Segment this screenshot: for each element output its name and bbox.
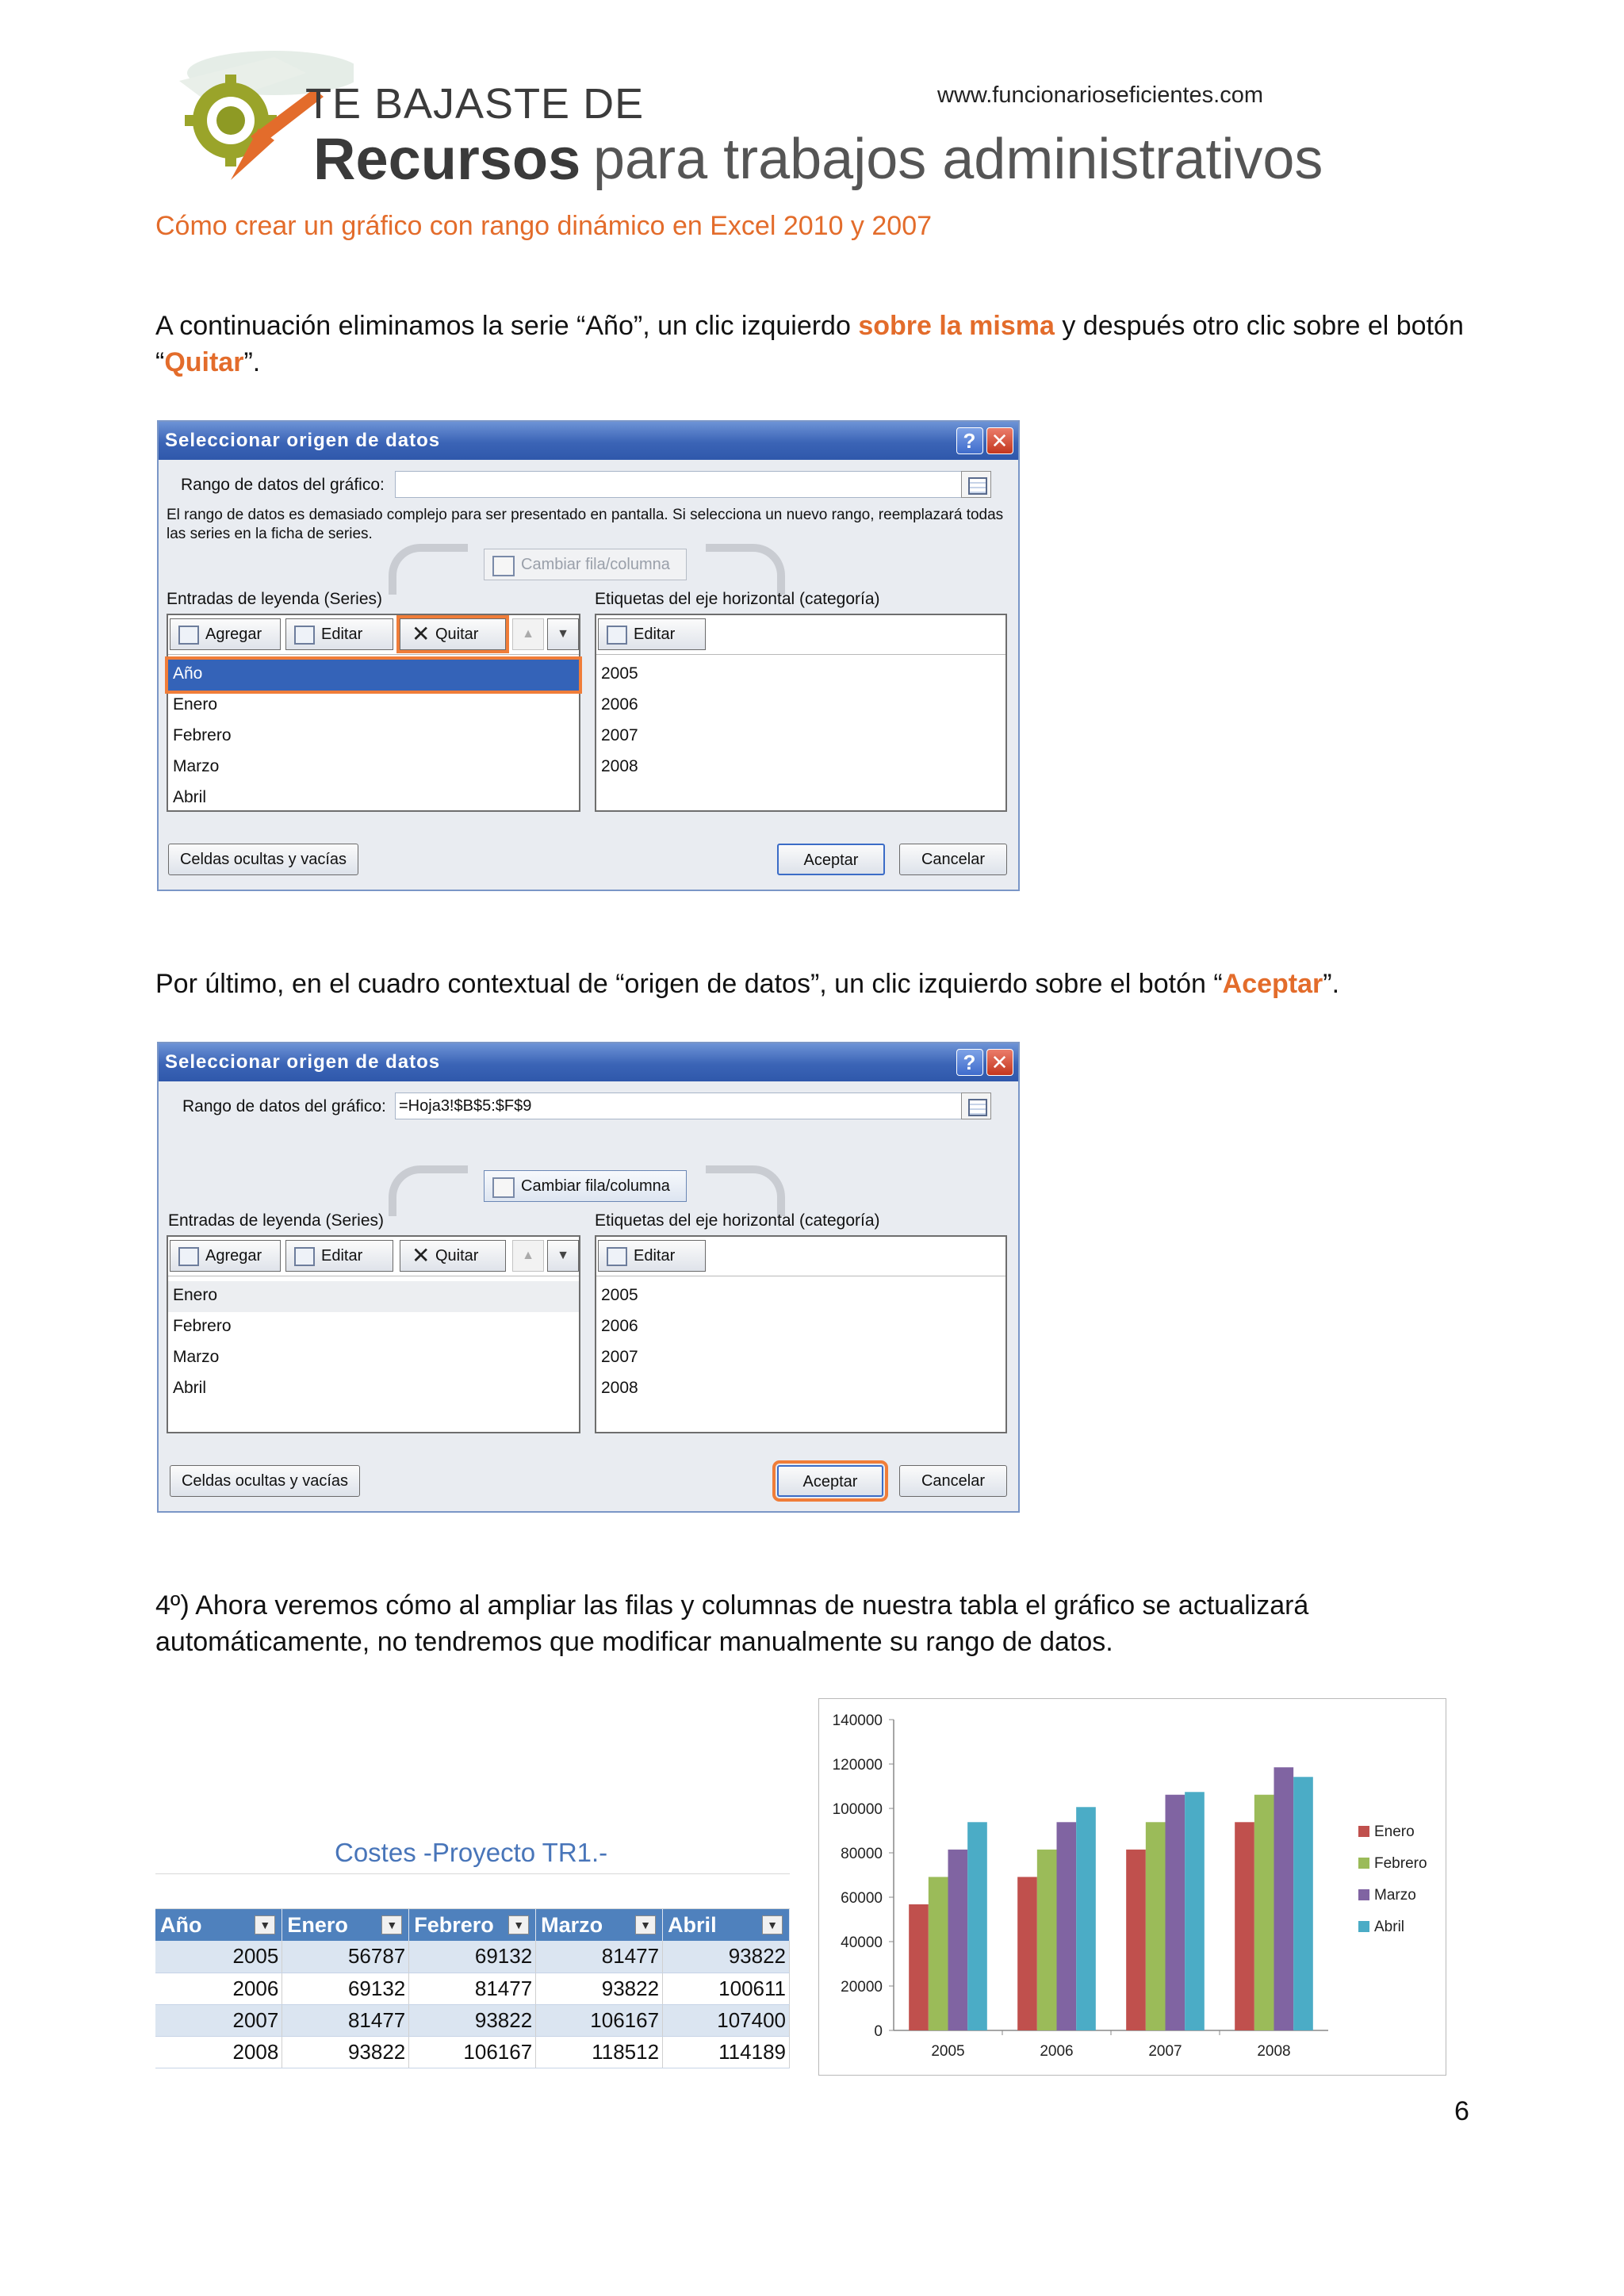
axis-labels-label: Etiquetas del eje horizontal (categoría) (595, 590, 880, 608)
legend-swatch (1358, 1889, 1369, 1900)
remove-series-label: Quitar (435, 1247, 479, 1265)
edit-categories-button[interactable]: Editar (598, 1240, 706, 1272)
move-up-icon[interactable]: ▲ (512, 1240, 544, 1272)
bar-enero-2005 (909, 1904, 929, 2030)
column-header-label: Enero (287, 1912, 348, 1937)
table-cell[interactable]: 93822 (409, 2004, 536, 2036)
dialog-title: Seleccionar origen de datos (165, 1051, 441, 1073)
table-cell[interactable]: 69132 (282, 1973, 409, 2004)
series-item[interactable]: Febrero (173, 726, 232, 744)
dialog-title-bar (159, 1043, 1018, 1081)
column-header (409, 1909, 536, 1941)
table-cell[interactable]: 56787 (282, 1941, 409, 1973)
filter-dropdown-icon[interactable]: ▼ (508, 1915, 529, 1934)
arrow-right-icon (706, 1165, 785, 1216)
bar-abril-2005 (967, 1822, 987, 2030)
filter-dropdown-icon[interactable]: ▼ (381, 1915, 402, 1934)
column-header-label: Marzo (541, 1912, 603, 1937)
bar-febrero-2005 (929, 1877, 948, 2030)
range-select-icon[interactable] (961, 471, 991, 498)
table-cell[interactable]: 107400 (663, 2004, 790, 2036)
x-tick-label: 2006 (1040, 2043, 1074, 2060)
bar-abril-2006 (1076, 1807, 1096, 2030)
bar-marzo-2007 (1166, 1795, 1185, 2030)
bar-febrero-2008 (1254, 1795, 1274, 2030)
remove-series-label: Quitar (435, 626, 479, 643)
instruction-paragraph-3: 4º) Ahora veremos cómo al ampliar las filas y columnas de nuestra tabla el gráfico se actualizará automáticamente, no tendremos que modificar manualmente su rango de datos. (155, 1590, 1309, 1657)
add-series-button[interactable]: Agregar (170, 618, 281, 650)
y-tick-label: 40000 (841, 1934, 883, 1951)
filter-dropdown-icon[interactable]: ▼ (762, 1915, 783, 1934)
series-item[interactable]: Enero (173, 695, 218, 714)
add-series-button[interactable]: Agregar (170, 1240, 281, 1272)
help-icon[interactable]: ? (956, 427, 983, 454)
series-list (168, 1276, 579, 1405)
category-toolbar (596, 615, 1005, 655)
arrow-left-icon (389, 544, 468, 595)
series-item[interactable]: Abril (173, 788, 207, 806)
edit-series-button[interactable]: Editar (285, 618, 393, 650)
y-tick-label: 60000 (841, 1890, 883, 1907)
x-tick-label: 2008 (1257, 2043, 1291, 2060)
table-header-row (155, 1909, 790, 1941)
series-item[interactable]: Enero (168, 1281, 579, 1312)
instruction-paragraph-1 (155, 308, 1472, 381)
range-input[interactable]: =Hoja3!$B$5:$F$9 (395, 1093, 964, 1119)
para1-text-a: A continuación eliminamos la serie “Año”, un clic izquierdo (155, 311, 859, 341)
column-header (282, 1909, 409, 1941)
page-number: 6 (1454, 2096, 1469, 2126)
category-list (596, 655, 1005, 783)
series-item[interactable]: Abril (173, 1379, 207, 1397)
table-cell[interactable]: 69132 (409, 1941, 536, 1973)
category-item[interactable]: 2005 (601, 664, 638, 683)
column-header-label: Abril (668, 1912, 717, 1937)
series-toolbar (168, 615, 579, 655)
dialog-title-bar (159, 422, 1018, 460)
table-cell[interactable]: 2005 (155, 1941, 282, 1973)
help-icon[interactable]: ? (956, 1049, 983, 1076)
category-item[interactable]: 2005 (601, 1286, 638, 1304)
legend-label: Marzo (1374, 1887, 1416, 1904)
table-cell[interactable]: 93822 (663, 1941, 790, 1973)
close-icon[interactable]: ✕ (986, 1049, 1013, 1076)
column-header-label: Febrero (414, 1912, 494, 1937)
range-input[interactable] (395, 471, 964, 498)
edit-categories-button[interactable]: Editar (598, 618, 706, 650)
range-warning-text: El rango de datos es demasiado complejo para ser presentado en pantalla. Si selecciona un nuevo rango, reemplazará todas las series en la ficha de series. (167, 507, 1004, 542)
series-item[interactable]: Año (168, 660, 579, 691)
table-cell[interactable]: 81477 (536, 1941, 663, 1973)
table-cell[interactable]: 100611 (663, 1973, 790, 2004)
legend-swatch (1358, 1921, 1369, 1932)
category-item[interactable]: 2008 (601, 757, 638, 775)
y-tick-label: 80000 (841, 1846, 883, 1862)
edit-series-button[interactable]: Editar (285, 1240, 393, 1272)
category-toolbar (596, 1237, 1005, 1276)
series-item[interactable]: Marzo (173, 757, 220, 775)
category-item[interactable]: 2006 (601, 695, 638, 714)
range-select-icon[interactable] (961, 1093, 991, 1119)
swap-row-column-button[interactable]: Cambiar fila/columna (484, 549, 687, 580)
category-item[interactable]: 2008 (601, 1379, 638, 1397)
table-cell[interactable]: 93822 (282, 2036, 409, 2068)
axis-categories-panel (595, 1235, 1007, 1433)
axis-labels-label: Etiquetas del eje horizontal (categoría) (595, 1211, 880, 1230)
bar-febrero-2007 (1146, 1822, 1166, 2030)
brand-line-2: Recursos (313, 126, 581, 192)
dialog-title: Seleccionar origen de datos (165, 430, 441, 451)
costs-table (155, 1836, 790, 2068)
legend-series-panel (167, 1235, 580, 1433)
brand-line-1: TE BAJASTE DE (305, 80, 645, 128)
arrow-left-icon (389, 1165, 468, 1216)
legend-label: Abril (1374, 1919, 1405, 1935)
column-header (155, 1909, 282, 1941)
column-chart[interactable] (818, 1698, 1446, 2076)
table-cell[interactable]: 2007 (155, 2004, 282, 2036)
y-tick-label: 20000 (841, 1979, 883, 1996)
axis-categories-panel (595, 614, 1007, 812)
category-item[interactable]: 2007 (601, 1348, 638, 1366)
table-cell[interactable]: 106167 (409, 2036, 536, 2068)
bar-marzo-2008 (1274, 1767, 1294, 2030)
column-header (536, 1909, 663, 1941)
para1-emphasis-1: sobre la misma (858, 311, 1055, 341)
series-item[interactable]: Marzo (173, 1348, 220, 1366)
ok-button[interactable]: Aceptar (777, 1465, 883, 1497)
table-cell[interactable]: 81477 (282, 2004, 409, 2036)
para1-text-b: y después otro clic sobre el botón “ (155, 311, 1464, 377)
column-header-label: Año (160, 1912, 202, 1937)
hidden-empty-cells-button[interactable]: Celdas ocultas y vacías (170, 1465, 360, 1497)
category-list (596, 1276, 1005, 1405)
table-row (155, 1941, 790, 1973)
move-down-icon[interactable]: ▼ (547, 1240, 579, 1272)
x-tick-label: 2005 (931, 2043, 965, 2060)
select-data-source-dialog-1 (157, 420, 1020, 891)
table-cell[interactable]: 2008 (155, 2036, 282, 2068)
range-label: Rango de datos del gráfico: (181, 476, 385, 494)
swap-row-column-button[interactable]: Cambiar fila/columna (484, 1170, 687, 1202)
legend-series-panel (167, 614, 580, 812)
move-down-icon[interactable]: ▼ (547, 618, 579, 650)
table-row (155, 2036, 790, 2068)
legend-swatch (1358, 1826, 1369, 1837)
hidden-empty-cells-button[interactable]: Celdas ocultas y vacías (168, 844, 358, 875)
bar-marzo-2006 (1057, 1822, 1077, 2030)
bar-enero-2006 (1017, 1877, 1037, 2030)
document-subtitle: Cómo crear un gráfico con rango dinámico en Excel 2010 y 2007 (155, 211, 933, 241)
table-title: Costes -Proyecto TR1.- (155, 1836, 790, 1874)
table-cell[interactable]: 81477 (409, 1973, 536, 2004)
y-tick-label: 100000 (832, 1801, 883, 1818)
table-cell[interactable]: 106167 (536, 2004, 663, 2036)
y-tick-label: 120000 (832, 1757, 883, 1774)
table-cell[interactable]: 118512 (536, 2036, 663, 2068)
bar-enero-2007 (1126, 1850, 1146, 2030)
y-tick-label: 0 (874, 2023, 883, 2040)
category-item[interactable]: 2007 (601, 726, 638, 744)
x-tick-label: 2007 (1148, 2043, 1182, 2060)
bar-abril-2008 (1293, 1777, 1313, 2030)
chart-svg (819, 1699, 1447, 2076)
legend-entries-label: Entradas de leyenda (Series) (167, 590, 382, 608)
bar-abril-2007 (1185, 1792, 1205, 2030)
remove-icon: ✕ (412, 622, 431, 646)
bar-enero-2008 (1235, 1822, 1254, 2030)
para2-text-a: Por último, en el cuadro contextual de “origen de datos”, un clic izquierdo sobre el botón “ (155, 969, 1223, 999)
table-cell[interactable]: 93822 (536, 1973, 663, 2004)
series-toolbar (168, 1237, 579, 1276)
para1-text-c: ”. (243, 347, 261, 377)
instruction-paragraph-2 (155, 966, 1472, 1002)
range-label: Rango de datos del gráfico: (182, 1097, 386, 1115)
close-icon[interactable]: ✕ (986, 427, 1013, 454)
website-url: www.funcionarioseficientes.com (937, 82, 1264, 108)
remove-series-button[interactable] (400, 1240, 506, 1272)
para1-emphasis-2: Quitar (164, 347, 244, 377)
legend-swatch (1358, 1858, 1369, 1869)
filter-dropdown-icon[interactable]: ▼ (255, 1915, 275, 1934)
brand-line-3: para trabajos administrativos (593, 128, 1323, 191)
table-blank-row (155, 1874, 790, 1909)
series-list (168, 655, 579, 814)
column-header (663, 1909, 790, 1941)
table-cell[interactable]: 114189 (663, 2036, 790, 2068)
remove-icon: ✕ (412, 1243, 431, 1268)
table-row (155, 2004, 790, 2036)
cancel-button[interactable]: Cancelar (899, 844, 1007, 875)
select-data-source-dialog-2 (157, 1042, 1020, 1513)
arrow-right-icon (706, 544, 785, 595)
bar-febrero-2006 (1037, 1850, 1057, 2030)
bar-marzo-2005 (948, 1850, 968, 2030)
legend-label: Febrero (1374, 1855, 1427, 1872)
filter-dropdown-icon[interactable]: ▼ (635, 1915, 656, 1934)
legend-entries-label: Entradas de leyenda (Series) (168, 1211, 384, 1230)
costs-grid (155, 1909, 790, 2068)
remove-series-button[interactable] (400, 618, 506, 650)
para2-emphasis: Aceptar (1222, 969, 1323, 999)
ok-button[interactable]: Aceptar (777, 844, 885, 875)
move-up-icon[interactable]: ▲ (512, 618, 544, 650)
table-cell[interactable]: 2006 (155, 1973, 282, 2004)
series-item[interactable]: Febrero (173, 1317, 232, 1335)
para2-text-b: ”. (1323, 969, 1340, 999)
category-item[interactable]: 2006 (601, 1317, 638, 1335)
table-row (155, 1973, 790, 2004)
y-tick-label: 140000 (832, 1712, 883, 1729)
legend-label: Enero (1374, 1823, 1415, 1840)
cancel-button[interactable]: Cancelar (899, 1465, 1007, 1497)
